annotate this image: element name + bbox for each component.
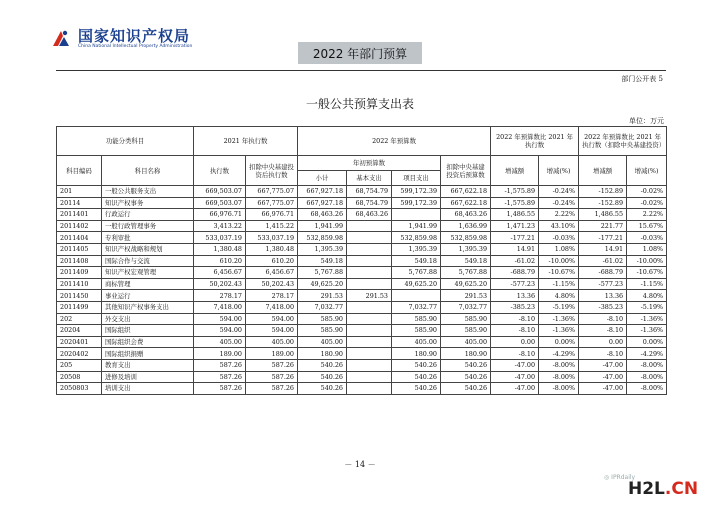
cell-change-pct: 43.10% [539,220,579,232]
header-2021-exec: 2021 年执行数 [194,127,298,156]
cell-change-pct: 0.00% [539,336,579,348]
cell-change: -8.10 [491,348,539,360]
cell-change-pct-adjusted: 4.80% [627,290,667,302]
cell-budget-adjusted: 68,463.26 [441,209,491,221]
cell-subtotal: 49,625.20 [298,278,347,290]
cell-subtotal: 585.90 [298,325,347,337]
cell-change-pct: 4.80% [539,290,579,302]
cnipa-emblem-icon [50,28,72,50]
cell-project: 599,172.39 [392,186,441,198]
cell-change-pct: -1.15% [539,278,579,290]
header-function-class: 功能分类科目 [57,127,194,156]
cell-change-pct-adjusted: -1.36% [627,313,667,325]
table-row [57,267,667,279]
wechat-label: IPRdaily [611,474,636,481]
cell-name: 专利审批 [102,232,194,244]
cell-exec-adjusted: 405.00 [246,336,298,348]
cell-budget-adjusted: 585.90 [441,325,491,337]
cell-change-adjusted: -47.00 [579,383,627,395]
header-project: 项目支出 [392,171,441,186]
site-watermark [628,479,698,499]
cell-change-adjusted: -152.89 [579,186,627,198]
cell-change: -1,575.89 [491,186,539,198]
cell-subtotal: 667,927.18 [298,186,347,198]
cell-exec-adjusted: 1,380.48 [246,243,298,255]
header-name: 科目名称 [102,156,194,186]
cell-basic [347,232,392,244]
table-row [57,313,667,325]
cell-exec: 587.26 [194,383,246,395]
header-subtotal: 小计 [298,171,347,186]
cell-exec: 594.00 [194,313,246,325]
cell-project: 405.00 [392,336,441,348]
wechat-icon: ◎ [604,474,610,481]
table-row [57,348,667,360]
cell-change-adjusted: -47.00 [579,371,627,383]
cell-change-pct-adjusted: -1.36% [627,325,667,337]
cell-basic [347,267,392,279]
cell-code: 2011404 [57,232,102,244]
cell-exec: 533,037.19 [194,232,246,244]
cell-budget-adjusted: 667,622.18 [441,186,491,198]
cell-budget-adjusted: 291.53 [441,290,491,302]
header-basic: 基本支出 [347,171,392,186]
cell-project: 540.26 [392,359,441,371]
cell-exec: 587.26 [194,371,246,383]
cell-project [392,290,441,302]
cell-name: 行政运行 [102,209,194,221]
cell-exec-adjusted: 667,775.07 [246,197,298,209]
cell-exec-adjusted: 667,775.07 [246,186,298,198]
cell-change: -61.02 [491,255,539,267]
cell-change-pct: -0.03% [539,232,579,244]
cell-exec-adjusted: 189.00 [246,348,298,360]
cell-exec-adjusted: 587.26 [246,371,298,383]
cell-code: 2020402 [57,348,102,360]
cell-change-pct-adjusted: 2.22% [627,209,667,221]
cell-basic [347,255,392,267]
watermark-brand-b: .CN [664,479,699,499]
cell-name: 国际组织会费 [102,336,194,348]
cell-change-adjusted: 14.91 [579,243,627,255]
cell-subtotal: 180.90 [298,348,347,360]
cell-project: 540.26 [392,371,441,383]
cell-change-pct: -10.67% [539,267,579,279]
cell-exec: 50,202.43 [194,278,246,290]
page-number: － 14 － [344,460,376,469]
document-title: 一般公共预算支出表 [305,97,414,111]
cell-change-adjusted: -8.10 [579,348,627,360]
cell-name: 一般公共服务支出 [102,186,194,198]
cell-change-pct-adjusted: -5.19% [627,301,667,313]
cell-project: 540.26 [392,383,441,395]
cell-change: 0.00 [491,336,539,348]
cell-change-adjusted: -385.23 [579,301,627,313]
header-exec: 执行数 [194,156,246,186]
cell-code: 2020401 [57,336,102,348]
cell-exec-adjusted: 587.26 [246,359,298,371]
cell-project: 49,625.20 [392,278,441,290]
cell-name: 国际组织 [102,325,194,337]
cell-name: 一般行政管理事务 [102,220,194,232]
header-initial-budget: 年初预算数 [298,156,441,171]
table-row [57,232,667,244]
cell-code: 20204 [57,325,102,337]
cell-change-pct: -10.00% [539,255,579,267]
cell-subtotal: 1,395.39 [298,243,347,255]
cell-basic: 291.53 [347,290,392,302]
cell-change-adjusted: -61.02 [579,255,627,267]
cell-basic: 68,754.79 [347,197,392,209]
cell-code: 2011450 [57,290,102,302]
cell-name: 外交支出 [102,313,194,325]
cell-subtotal: 291.53 [298,290,347,302]
cell-change-pct-adjusted: 15.67% [627,220,667,232]
logo-english-name: China National Intellectual Property Administration [78,44,193,49]
cell-basic [347,278,392,290]
table-body [57,186,667,395]
cell-project [392,209,441,221]
cell-name: 培训支出 [102,383,194,395]
header-compare-adjusted: 2022 年预算数比 2021 年执行数（扣除中央基建投资） [579,127,667,156]
cell-subtotal: 549.18 [298,255,347,267]
cell-change-adjusted: 13.36 [579,290,627,302]
cell-exec: 66,976.71 [194,209,246,221]
header-code: 科目编码 [57,156,102,186]
cell-subtotal: 532,859.98 [298,232,347,244]
header-change-pct: 增减(%) [539,156,579,186]
cell-budget-adjusted: 667,622.18 [441,197,491,209]
cell-exec: 7,418.00 [194,301,246,313]
cell-change: 1,486.55 [491,209,539,221]
cell-project: 5,767.88 [392,267,441,279]
cell-change: -177.21 [491,232,539,244]
header-change-amount: 增减额 [491,156,539,186]
cell-name: 知识产权战略和规划 [102,243,194,255]
cell-budget-adjusted: 540.26 [441,383,491,395]
cell-change-pct-adjusted: -0.03% [627,232,667,244]
cell-budget-adjusted: 7,032.77 [441,301,491,313]
cell-project: 585.90 [392,325,441,337]
cell-exec: 405.00 [194,336,246,348]
cell-exec: 3,413.22 [194,220,246,232]
cell-change-pct-adjusted: -8.00% [627,371,667,383]
cell-subtotal: 585.90 [298,313,347,325]
cell-exec-adjusted: 533,037.19 [246,232,298,244]
header-change-pct-adjusted: 增减(%) [627,156,667,186]
cell-budget-adjusted: 585.90 [441,313,491,325]
cell-exec-adjusted: 1,415.22 [246,220,298,232]
cell-subtotal: 540.26 [298,371,347,383]
cell-exec-adjusted: 66,976.71 [246,209,298,221]
header-compare: 2022 年预算数比 2021 年执行数 [491,127,579,156]
header-change-amount-adjusted: 增减额 [579,156,627,186]
cell-budget-adjusted: 180.90 [441,348,491,360]
cell-project: 549.18 [392,255,441,267]
cell-basic [347,383,392,395]
cell-change-pct: -8.00% [539,371,579,383]
table-row [57,325,667,337]
cell-exec: 594.00 [194,325,246,337]
cell-code: 2011401 [57,209,102,221]
cell-code: 20508 [57,371,102,383]
cell-change-pct-adjusted: -10.67% [627,267,667,279]
cell-budget-adjusted: 49,625.20 [441,278,491,290]
cell-budget-adjusted: 1,636.99 [441,220,491,232]
cell-change-pct: -4.29% [539,348,579,360]
cell-exec-adjusted: 6,456.67 [246,267,298,279]
table-row [57,290,667,302]
cell-exec-adjusted: 587.26 [246,383,298,395]
cell-project: 7,032.77 [392,301,441,313]
cell-subtotal: 540.26 [298,383,347,395]
cell-project: 599,172.39 [392,197,441,209]
disclosure-number: 部门公开表 5 [621,75,663,83]
cell-change-adjusted: -8.10 [579,313,627,325]
cell-subtotal: 5,767.88 [298,267,347,279]
cell-change: -8.10 [491,313,539,325]
cell-exec: 587.26 [194,359,246,371]
table-row [57,243,667,255]
cell-change-pct: -1.36% [539,313,579,325]
cell-change: -47.00 [491,371,539,383]
cell-project: 1,395.39 [392,243,441,255]
table-row [57,209,667,221]
cell-change: -577.23 [491,278,539,290]
cell-budget-adjusted: 549.18 [441,255,491,267]
cell-change-adjusted: 1,486.55 [579,209,627,221]
cell-exec: 669,503.07 [194,186,246,198]
cell-exec: 278.17 [194,290,246,302]
cell-change: 1,471.23 [491,220,539,232]
table-row [57,383,667,395]
cell-change-pct-adjusted: 0.00% [627,336,667,348]
cell-budget-adjusted: 540.26 [441,371,491,383]
cell-change-pct-adjusted: -1.15% [627,278,667,290]
cell-name: 国际组织捐赠 [102,348,194,360]
cell-budget-adjusted: 405.00 [441,336,491,348]
cell-change-pct: -0.24% [539,197,579,209]
cell-code: 2011499 [57,301,102,313]
cell-basic [347,336,392,348]
cell-subtotal: 667,927.18 [298,197,347,209]
cell-code: 2011410 [57,278,102,290]
table-row [57,220,667,232]
cell-budget-adjusted: 532,859.98 [441,232,491,244]
cell-basic [347,220,392,232]
cell-basic [347,313,392,325]
cell-basic: 68,754.79 [347,186,392,198]
cell-subtotal: 1,941.99 [298,220,347,232]
unit-label: 单位：万元 [629,117,664,125]
cell-subtotal: 68,463.26 [298,209,347,221]
cell-code: 2011408 [57,255,102,267]
cell-change-pct: -1.36% [539,325,579,337]
table-row [57,359,667,371]
cell-name: 进修及培训 [102,371,194,383]
cell-budget-adjusted: 1,395.39 [441,243,491,255]
cell-basic: 68,463.26 [347,209,392,221]
header-2022-budget: 2022 年预算数 [298,127,491,156]
cell-exec: 610.20 [194,255,246,267]
cell-change-pct: 1.08% [539,243,579,255]
cell-project: 585.90 [392,313,441,325]
cell-change: -8.10 [491,325,539,337]
cell-code: 2011402 [57,220,102,232]
cell-code: 201 [57,186,102,198]
cell-change-pct: -0.24% [539,186,579,198]
table-row [57,255,667,267]
cell-change-pct: 2.22% [539,209,579,221]
cell-exec: 6,456.67 [194,267,246,279]
cell-change-pct-adjusted: -0.02% [627,186,667,198]
cnipa-logo [50,28,192,50]
cell-project: 532,859.98 [392,232,441,244]
cell-change: -47.00 [491,383,539,395]
cell-change-adjusted: -577.23 [579,278,627,290]
cell-budget-adjusted: 540.26 [441,359,491,371]
cell-change: 13.36 [491,290,539,302]
table-row [57,197,667,209]
cell-change-adjusted: -177.21 [579,232,627,244]
cell-change-pct-adjusted: -4.29% [627,348,667,360]
cell-code: 20114 [57,197,102,209]
cell-budget-adjusted: 5,767.88 [441,267,491,279]
cell-exec-adjusted: 594.00 [246,313,298,325]
cell-change-adjusted: -8.10 [579,325,627,337]
cell-project: 180.90 [392,348,441,360]
cell-basic [347,371,392,383]
cell-code: 2050803 [57,383,102,395]
cell-exec-adjusted: 594.00 [246,325,298,337]
expenditure-table [56,126,667,395]
cell-name: 国际合作与交流 [102,255,194,267]
cell-code: 2011409 [57,267,102,279]
watermark-brand-a: H2L [628,479,665,499]
header-divider [56,70,666,71]
cell-change: -1,575.89 [491,197,539,209]
cell-exec-adjusted: 610.20 [246,255,298,267]
cell-subtotal: 405.00 [298,336,347,348]
cell-name: 知识产权宏观管理 [102,267,194,279]
cell-change-adjusted: -47.00 [579,359,627,371]
cell-name: 事业运行 [102,290,194,302]
cell-change-adjusted: 0.00 [579,336,627,348]
cell-exec-adjusted: 7,418.00 [246,301,298,313]
header-2022-adjusted: 扣除中央基建投资后预算数 [441,156,491,186]
table-row [57,301,667,313]
cell-exec: 189.00 [194,348,246,360]
cell-change-pct-adjusted: -8.00% [627,383,667,395]
cell-change-pct-adjusted: 1.08% [627,243,667,255]
cell-change-pct-adjusted: -0.02% [627,197,667,209]
cell-change-adjusted: -688.79 [579,267,627,279]
cell-change: -385.23 [491,301,539,313]
cell-name: 商标管理 [102,278,194,290]
cell-basic [347,325,392,337]
cell-project: 1,941.99 [392,220,441,232]
table-row [57,336,667,348]
cell-change: -688.79 [491,267,539,279]
cell-code: 202 [57,313,102,325]
cell-change-adjusted: -152.89 [579,197,627,209]
cell-change-pct: -8.00% [539,383,579,395]
header-2021-adjusted: 扣除中央基建投资后执行数 [246,156,298,186]
cell-basic [347,301,392,313]
cell-name: 教育支出 [102,359,194,371]
cell-exec: 669,503.07 [194,197,246,209]
cell-exec-adjusted: 278.17 [246,290,298,302]
cell-basic [347,348,392,360]
cell-code: 205 [57,359,102,371]
cell-basic [347,243,392,255]
cell-name: 知识产权事务 [102,197,194,209]
cell-exec: 1,380.48 [194,243,246,255]
cell-basic [347,359,392,371]
cell-subtotal: 540.26 [298,359,347,371]
cell-change: 14.91 [491,243,539,255]
table-row [57,278,667,290]
cell-change-pct-adjusted: -8.00% [627,359,667,371]
table-row [57,186,667,198]
budget-banner: 2022 年部门预算 [298,42,422,64]
header-row-2 [57,156,667,171]
cell-change-pct-adjusted: -10.00% [627,255,667,267]
cell-change: -47.00 [491,359,539,371]
logo-chinese-name: 国家知识产权局 [78,27,191,45]
cell-subtotal: 7,032.77 [298,301,347,313]
cell-name: 其他知识产权事务支出 [102,301,194,313]
cell-code: 2011405 [57,243,102,255]
cell-change-pct: -8.00% [539,359,579,371]
table-row [57,371,667,383]
cell-exec-adjusted: 50,202.43 [246,278,298,290]
cell-change-adjusted: 221.77 [579,220,627,232]
page-header [0,0,720,83]
cell-change-pct: -5.19% [539,301,579,313]
